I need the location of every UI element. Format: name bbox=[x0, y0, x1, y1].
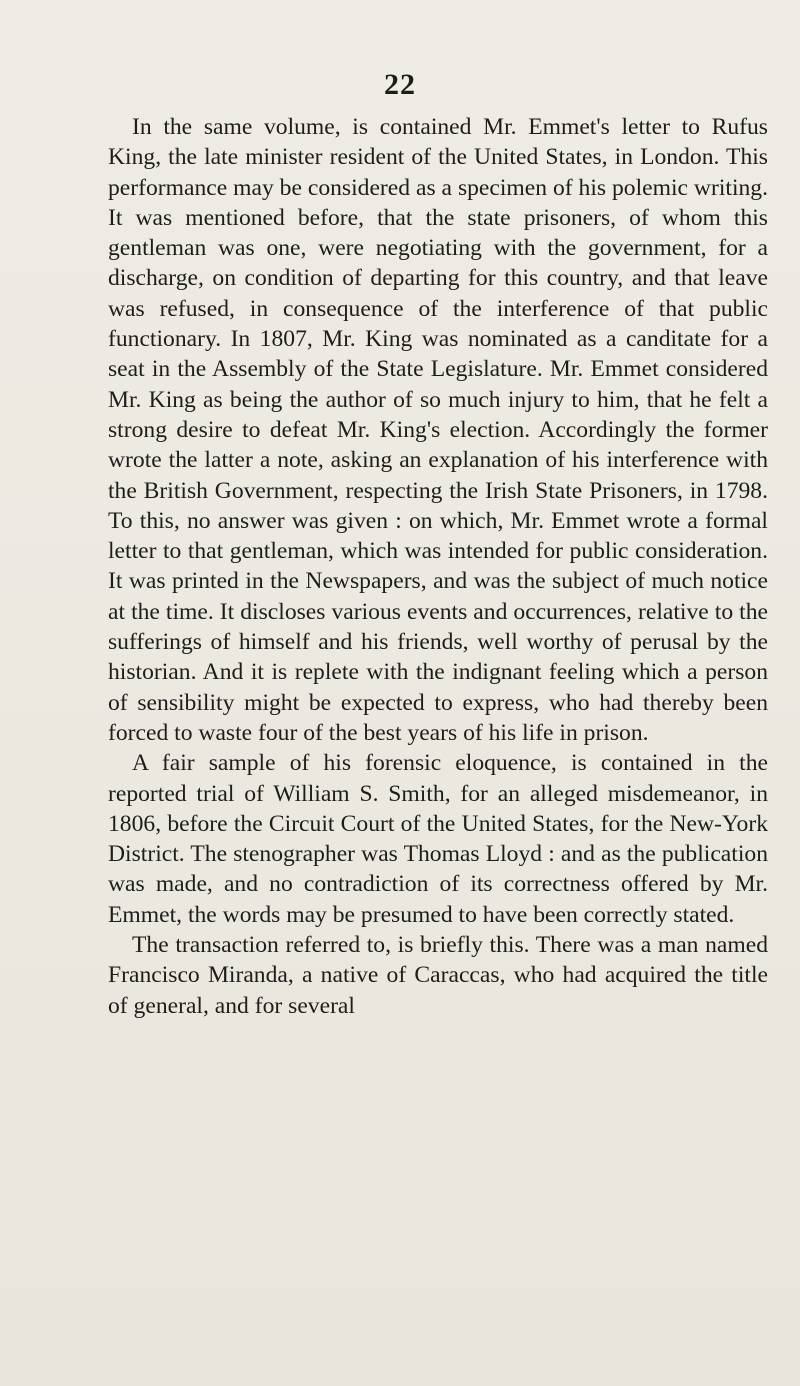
page-text bbox=[108, 112, 768, 1021]
paragraph-forensic-eloquence: A fair sample of his forensic eloquence, is contained in the reported trial of William S. Smith, for an alleged misdemeanor, in 1806, before the Circuit Court of the United States, for the New-York District. The stenographer was Thomas Lloyd : and as the publication was made, and no contradiction of its correctness offered by Mr. Emmet, the words may be presumed to have been correctly stated. bbox=[108, 750, 768, 928]
paragraph-transaction: The transaction referred to, is briefly this. There was a man named Francisco Miranda, a native of Caraccas, who had acquired the title of general, and for several bbox=[108, 932, 768, 1019]
paragraph-emmet-letter: In the same volume, is contained Mr. Emmet's letter to Rufus King, the late minister resident of the United States, in London. This performance may be considered as a specimen of his polemic writing. It was mentioned before, that the state prisoners, of whom this gentleman was one, were negotiating with the government, for a discharge, on condition of departing for this country, and that leave was refused, in consequence of the interference of that public functionary. In 1807, Mr. King was nominated as a canditate for a seat in the Assembly of the State Legislature. Mr. Emmet considered Mr. King as being the author of so much injury to him, that he felt a strong desire to defeat Mr. King's election. Accordingly the former wrote the latter a note, asking an explanation of his interference with the British Government, respecting the Irish State Prisoners, in 1798. To this, no answer was given : on which, Mr. Emmet wrote a formal letter to that gentleman, which was intended for public consideration. It was printed in the Newspapers, and was the subject of much notice at the time. It discloses various events and occurrences, relative to the sufferings of himself and his friends, well worthy of perusal by the historian. And it is replete with the indignant feeling which a person of sensibility might be expected to express, who had thereby been forced to waste four of the best years of his life in prison. bbox=[108, 114, 768, 746]
page-number: 22 bbox=[384, 68, 416, 101]
